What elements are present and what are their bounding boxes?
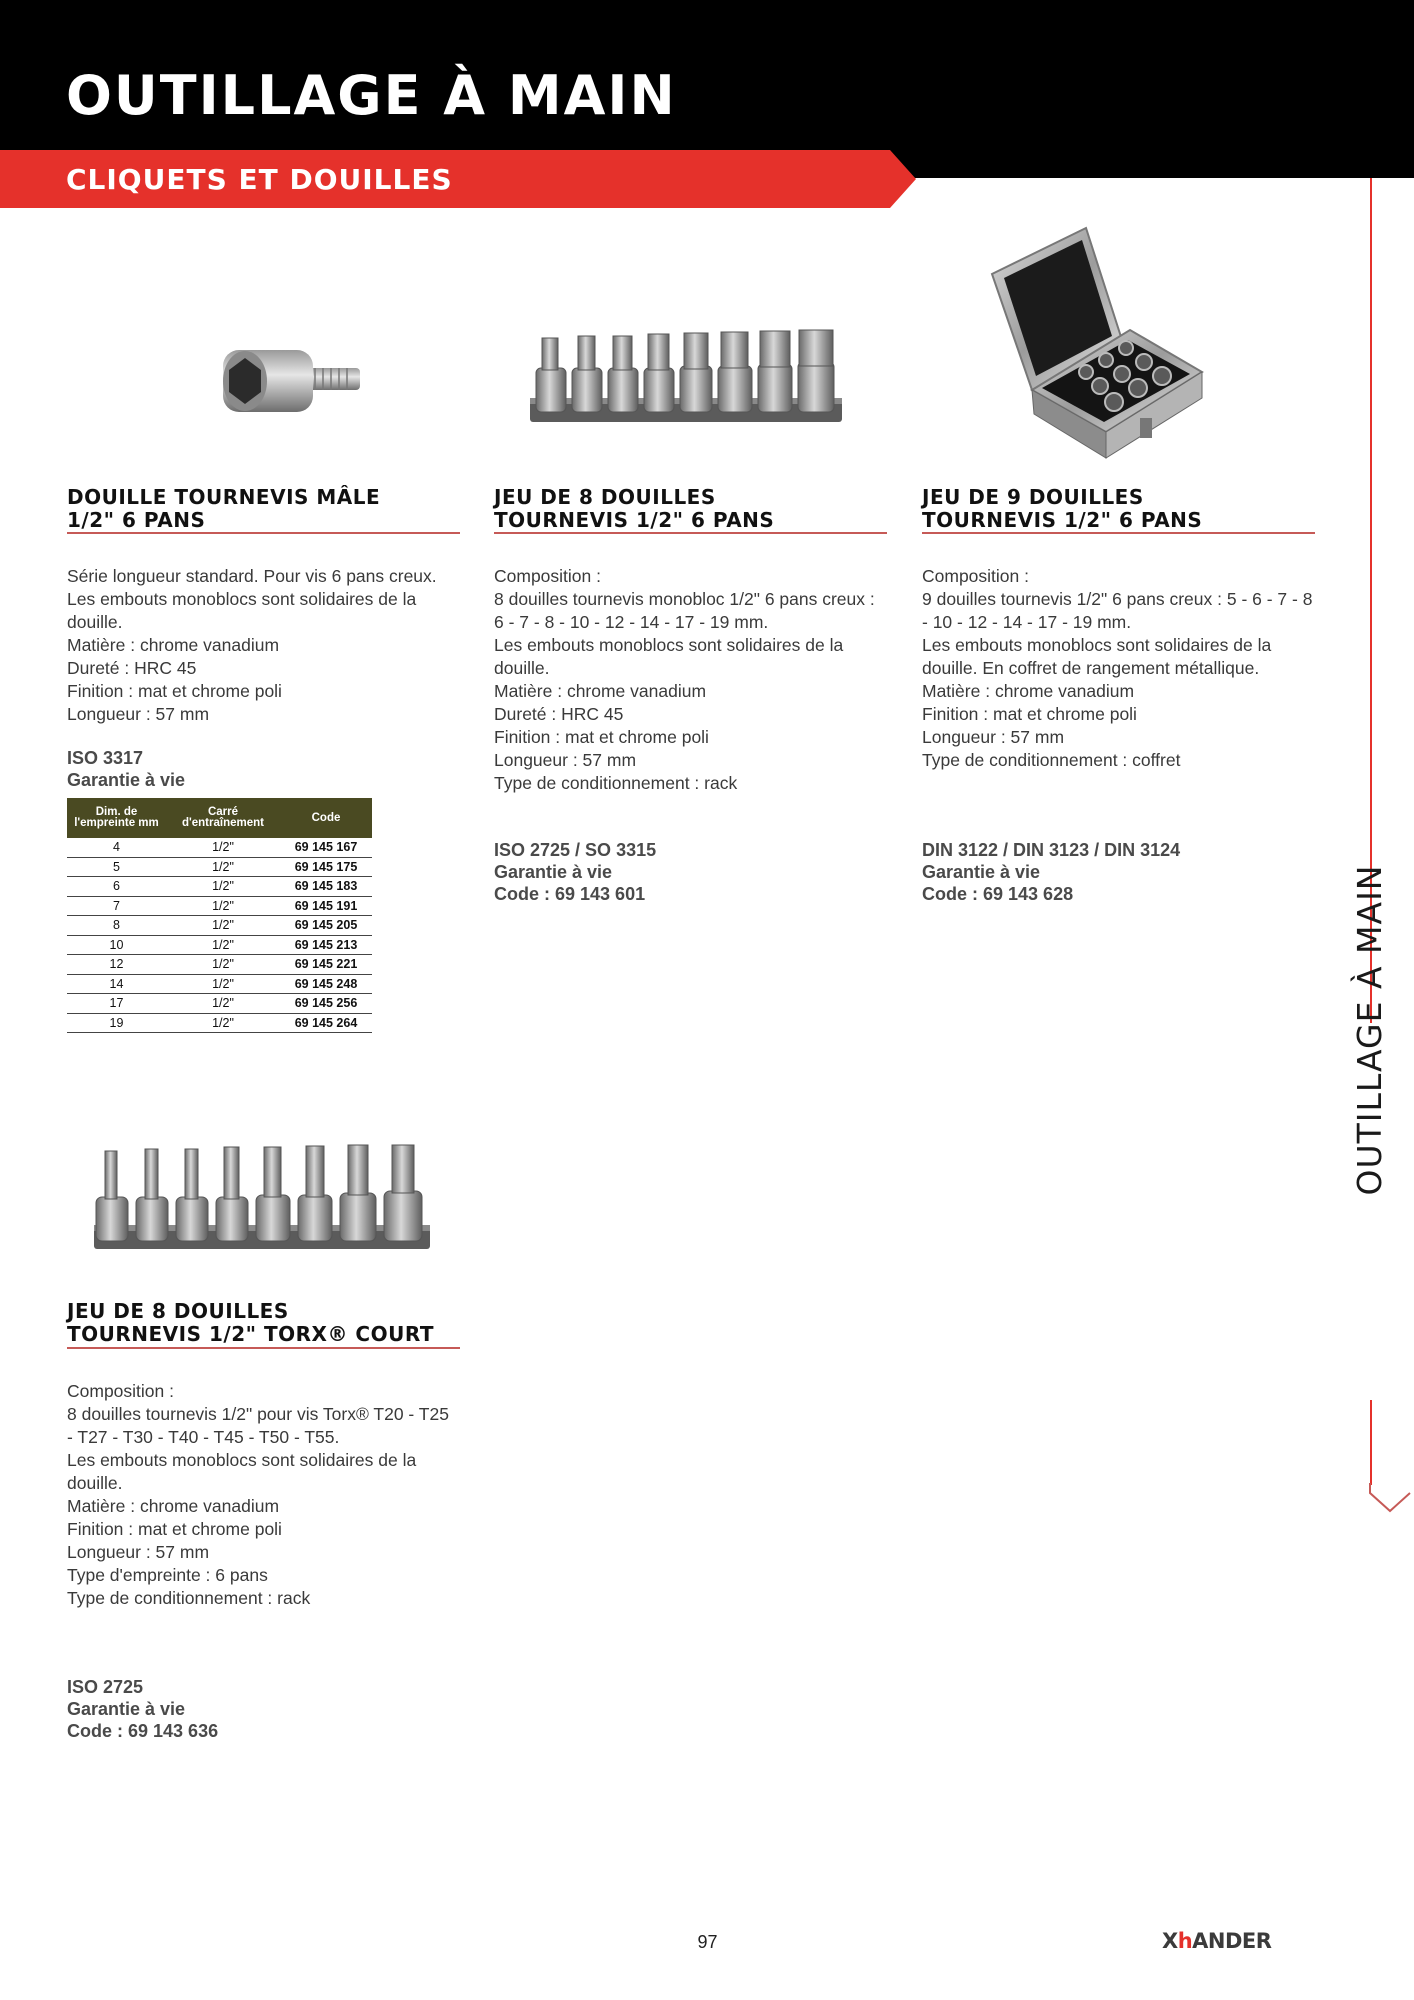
side-divider-bottom [1370,1400,1372,1485]
column-header: Carré d'entraînement [166,798,280,838]
brand-logo: XhANDER [1162,1929,1272,1953]
single-socket-image [215,344,370,418]
title-underline [67,1347,460,1349]
socket-rack-image [528,328,846,428]
table-row: 14 1/2" 69 145 248 [67,974,372,994]
page-number: 97 [697,1932,718,1952]
socket-case-image [990,222,1212,474]
product-title-4: JEU DE 8 DOUILLES TOURNEVIS 1/2" TORX® COURT [67,1299,434,1346]
product-norm-2: ISO 2725 / SO 3315 Garantie à vie Code : 69 143 601 [494,840,657,904]
table-row: 19 1/2" 69 145 264 [67,1013,372,1033]
code-table [67,798,372,1033]
section-title: CLIQUETS ET DOUILLES [66,163,453,196]
product-description-4: Composition : 8 douilles tournevis 1/2" pour vis Torx® T20 - T25 - T27 - T30 - T40 - T45 - T50 - T55. Les embouts monoblocs sont solidaires de la douille. Matière : chrome vanadium Finition : mat et chrome poli Longueur : 57 mm Type d'empreinte : 6 pans Type de conditionnement : rack [67,1381,449,1608]
product-description-2: Composition : 8 douilles tournevis monobloc 1/2" 6 pans creux : 6 - 7 - 8 - 10 - 12 - 14 - 17 - 19 mm. Les embouts monoblocs sont solidaires de la douille. Matière : chrome vanadium Dureté : HRC 45 Finition : mat et chrome poli Longueur : 57 mm Type de conditionnement : rack [494,566,875,793]
title-underline [494,532,887,534]
table-row: 4 1/2" 69 145 167 [67,838,372,857]
product-norm-1: ISO 3317 Garantie à vie [67,748,186,790]
side-label: OUTILLAGE À MAIN [1350,864,1389,1196]
table-row: 8 1/2" 69 145 205 [67,916,372,936]
title-underline [922,532,1315,534]
table-row: 7 1/2" 69 145 191 [67,896,372,916]
product-title-1: DOUILLE TOURNEVIS MÂLE 1/2" 6 PANS [67,485,381,532]
page-title: OUTILLAGE À MAIN [66,64,677,127]
column-header: Code [280,798,372,838]
torx-socket-rack-image [92,1143,434,1255]
table-row: 17 1/2" 69 145 256 [67,994,372,1014]
product-description-3: Composition : 9 douilles tournevis 1/2" 6 pans creux : 5 - 6 - 7 - 8 - 10 - 12 - 14 - 17 - 19 mm. Les embouts monoblocs sont solidaires de la douille. En coffret de rangement métallique. Matière : chrome vanadium Finition : mat et chrome poli Longueur : 57 mm Type de conditionnement : coffret [922,566,1313,770]
product-title-2: JEU DE 8 DOUILLES TOURNEVIS 1/2" 6 PANS [494,485,775,532]
product-norm-4: ISO 2725 Garantie à vie Code : 69 143 636 [67,1677,219,1741]
product-norm-3: DIN 3122 / DIN 3123 / DIN 3124 Garantie à vie Code : 69 143 628 [922,840,1181,904]
product-title-3: JEU DE 9 DOUILLES TOURNEVIS 1/2" 6 PANS [922,485,1203,532]
side-arrow-icon [1368,1483,1412,1513]
product-description-1: Série longueur standard. Pour vis 6 pans creux. Les embouts monoblocs sont solidaires de la douille. Matière : chrome vanadium Dureté : HRC 45 Finition : mat et chrome poli Longueur : 57 mm [67,566,437,724]
table-row: 10 1/2" 69 145 213 [67,935,372,955]
column-header: Dim. de l'empreinte mm [67,798,166,838]
title-underline [67,532,460,534]
table-row: 6 1/2" 69 145 183 [67,877,372,897]
table-row: 5 1/2" 69 145 175 [67,857,372,877]
table-row: 12 1/2" 69 145 221 [67,955,372,975]
